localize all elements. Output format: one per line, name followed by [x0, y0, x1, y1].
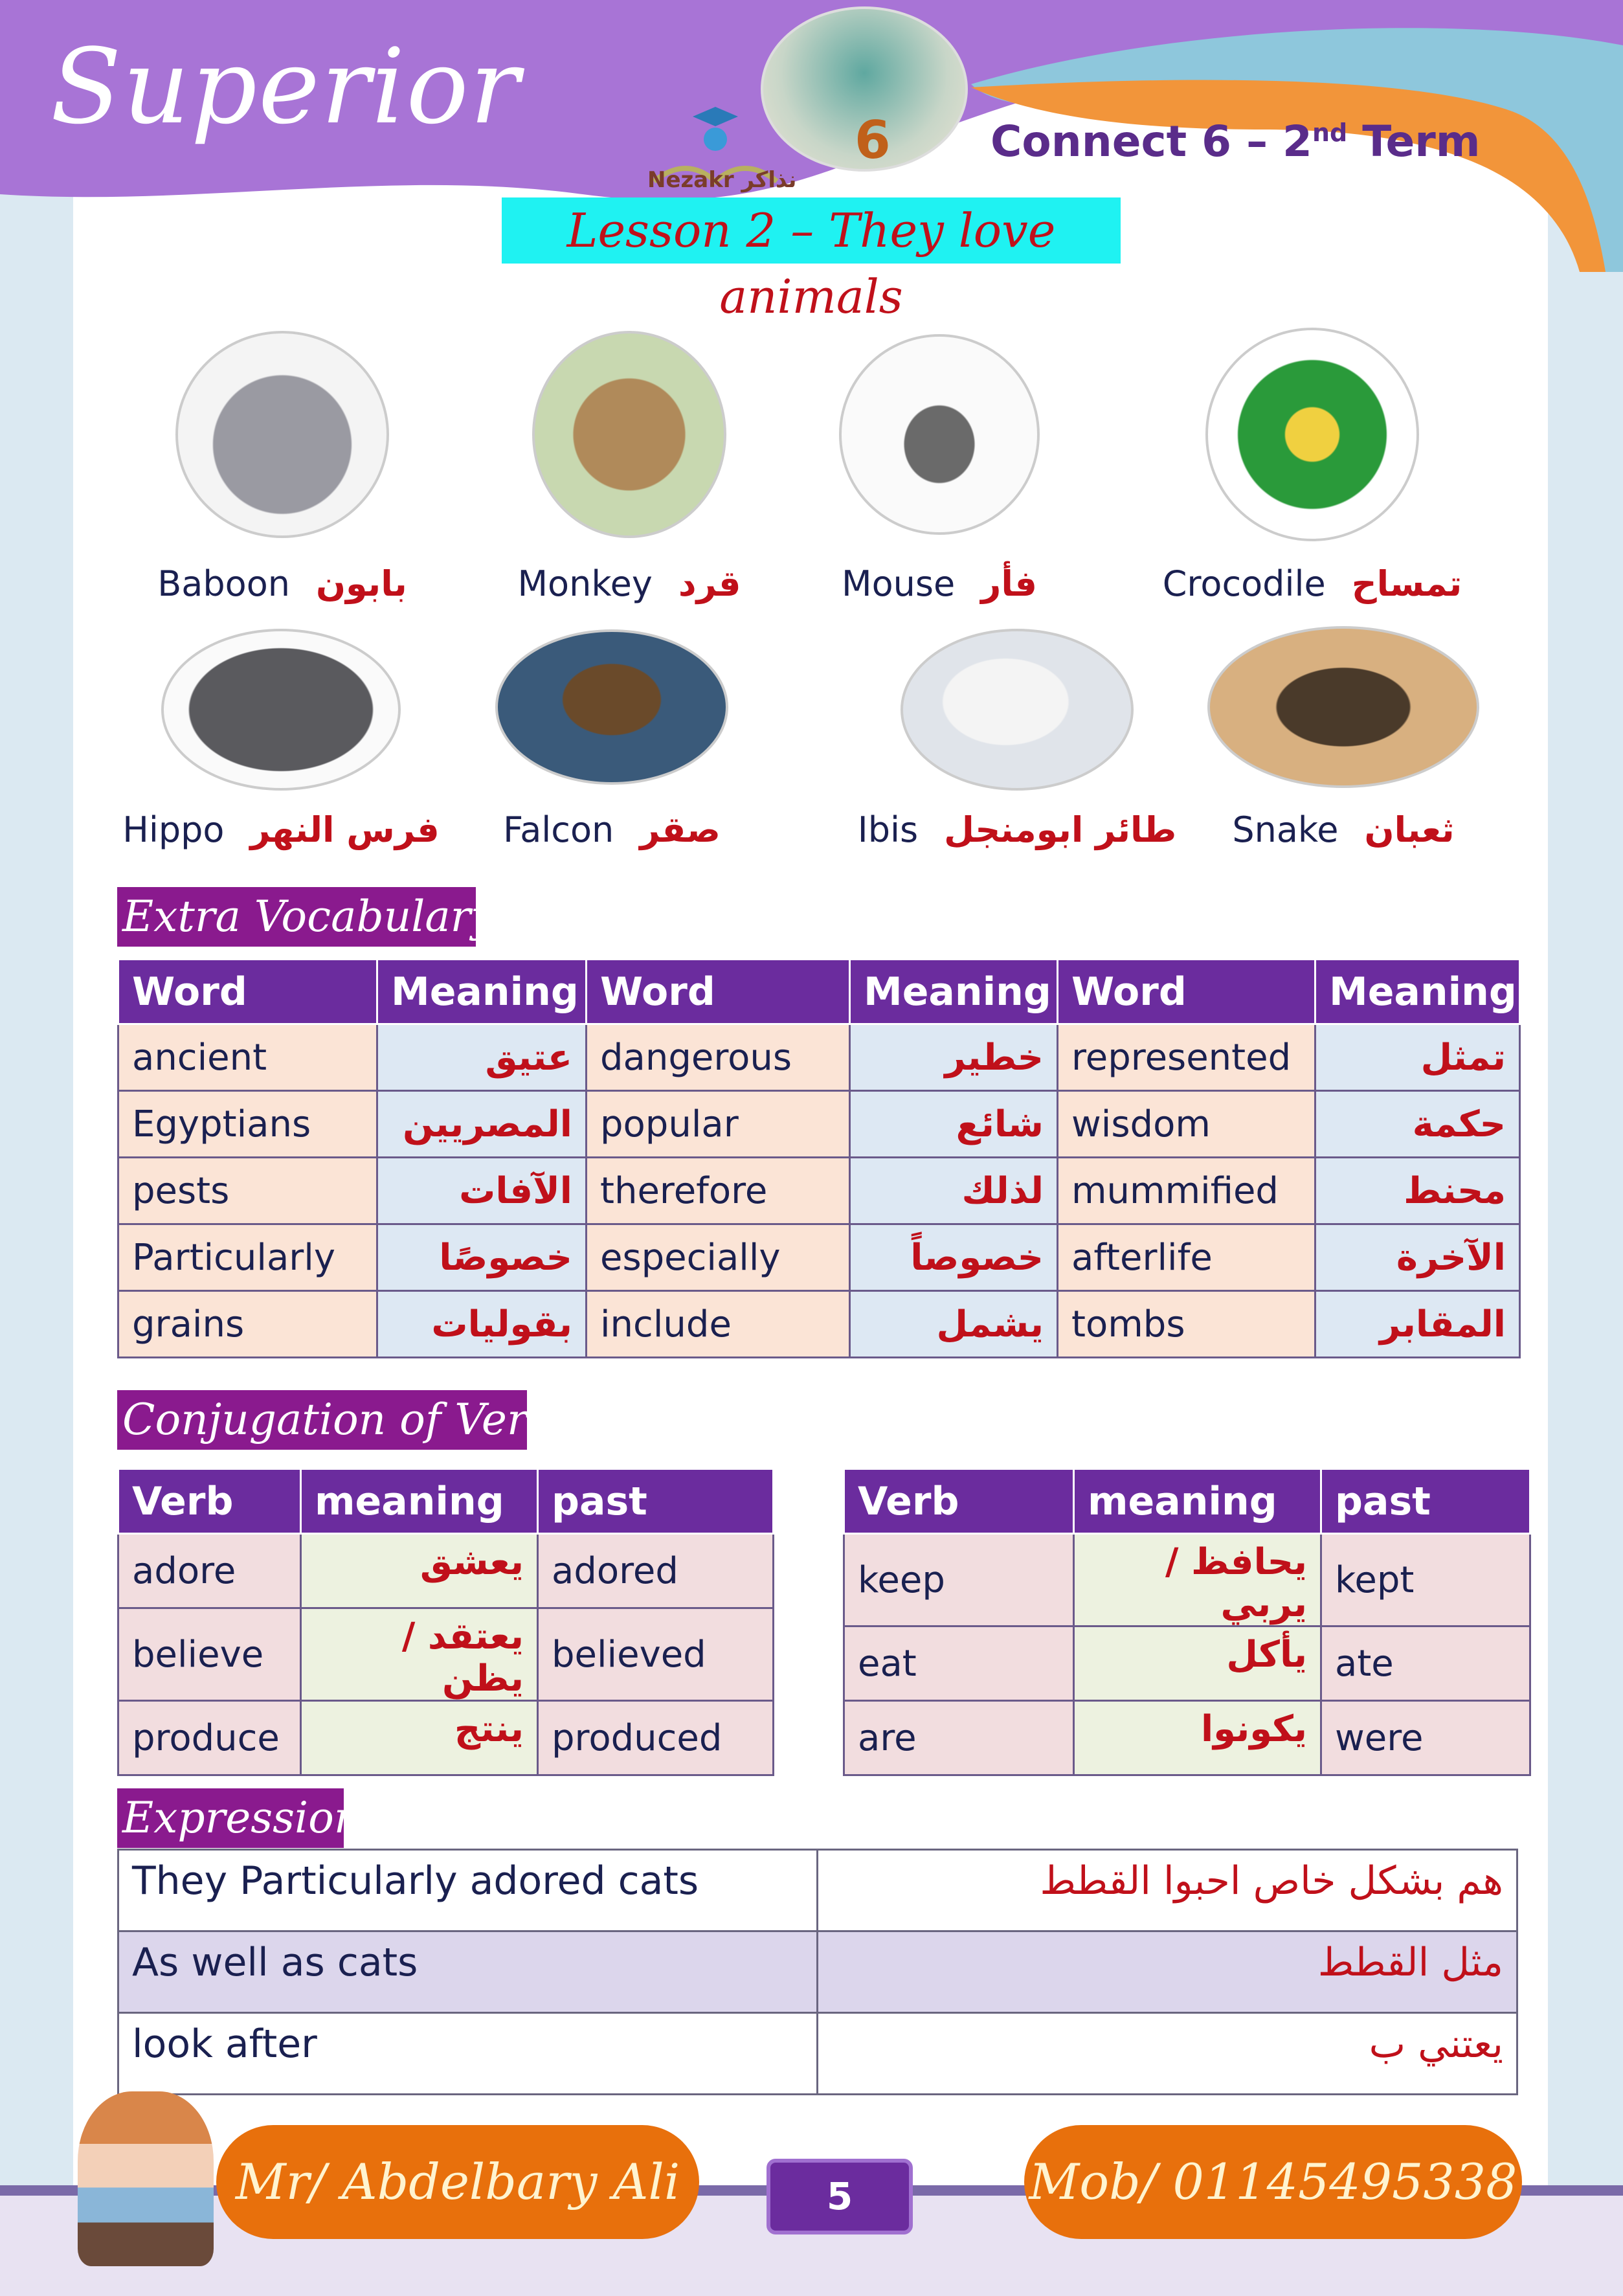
- animal-name-en: Monkey: [517, 563, 653, 604]
- meaning-cell: تمثل: [1315, 1024, 1520, 1091]
- meaning-cell: عتيق: [377, 1024, 587, 1091]
- baboon-image: [175, 331, 389, 538]
- meaning-cell: الآفات: [377, 1158, 587, 1224]
- animal-name-ar: طائر ابومنجل: [944, 809, 1177, 850]
- word-cell: represented: [1058, 1024, 1315, 1091]
- word-cell: popular: [587, 1091, 850, 1158]
- word-cell: Particularly: [118, 1224, 377, 1291]
- falcon-image: [495, 629, 728, 785]
- column-header: Word: [118, 960, 377, 1024]
- animal-label: [517, 563, 741, 604]
- table-row: [118, 2013, 1517, 2095]
- word-cell: Egyptians: [118, 1091, 377, 1158]
- meaning-cell: يحافظ / يربي: [1074, 1534, 1321, 1626]
- column-header: Meaning: [850, 960, 1058, 1024]
- word-cell: therefore: [587, 1158, 850, 1224]
- animal-name-en: Hippo: [122, 809, 225, 850]
- word-cell: mummified: [1058, 1158, 1315, 1224]
- meaning-cell: يكونوا: [1074, 1701, 1321, 1775]
- animal-label: [503, 809, 721, 850]
- column-header: past: [538, 1469, 774, 1534]
- column-header: Word: [1058, 960, 1315, 1024]
- expression-text: They Particularly adored cats: [118, 1850, 818, 1931]
- teacher-name: Mr/ Abdelbary Ali: [216, 2125, 699, 2239]
- table-row: [118, 1158, 1520, 1224]
- meaning-cell: يعتقد / يظن: [301, 1608, 538, 1701]
- table-row: [118, 1291, 1520, 1358]
- expression-meaning: مثل القطط: [818, 1931, 1517, 2013]
- meaning-cell: يأكل: [1074, 1626, 1321, 1701]
- animal-name-ar: تمساح: [1351, 563, 1462, 604]
- animal-name-ar: قرد: [678, 563, 741, 604]
- meaning-cell: بقوليات: [377, 1291, 587, 1358]
- animal-label: [842, 563, 1037, 604]
- meaning-cell: خطير: [850, 1024, 1058, 1091]
- animal-label: [157, 563, 407, 604]
- table-row: [118, 1091, 1520, 1158]
- expression-meaning: يعتني ب: [818, 2013, 1517, 2095]
- word-cell: especially: [587, 1224, 850, 1291]
- word-cell: include: [587, 1291, 850, 1358]
- table-row: [118, 1024, 1520, 1091]
- meaning-cell: محنط: [1315, 1158, 1520, 1224]
- meaning-cell: حكمة: [1315, 1091, 1520, 1158]
- meaning-cell: خصوصًا: [377, 1224, 587, 1291]
- mouse-image: [839, 334, 1040, 535]
- expression-text: As well as cats: [118, 1931, 818, 2013]
- brand-title: Superior: [50, 26, 521, 147]
- expression-meaning: هم بشكل خاص احبوا القطط: [818, 1850, 1517, 1931]
- page-number: 5: [767, 2159, 913, 2234]
- table-row: [844, 1701, 1530, 1775]
- animal-name-ar: ثعبان: [1364, 809, 1455, 850]
- word-cell: afterlife: [1058, 1224, 1315, 1291]
- table-row: [118, 1850, 1517, 1931]
- word-cell: ancient: [118, 1024, 377, 1091]
- course-title: [991, 117, 1481, 166]
- past-cell: kept: [1321, 1534, 1530, 1626]
- animal-name-ar: صقر: [640, 809, 721, 850]
- crocodile-image: [1205, 328, 1419, 541]
- verb-cell: are: [844, 1701, 1074, 1775]
- meaning-cell: المصريين: [377, 1091, 587, 1158]
- meaning-cell: شائع: [850, 1091, 1058, 1158]
- animal-label: [858, 809, 1176, 850]
- word-cell: dangerous: [587, 1024, 850, 1091]
- animal-label: [122, 809, 440, 850]
- table-row: [118, 1534, 774, 1608]
- word-cell: wisdom: [1058, 1091, 1315, 1158]
- girl-reading-illustration: [78, 2091, 214, 2266]
- conjugation-heading: Conjugation of Verbs: [117, 1390, 527, 1450]
- lesson-title: Lesson 2 – They love animals: [502, 197, 1121, 264]
- extra-vocabulary-heading: Extra Vocabulary:: [117, 887, 476, 947]
- word-cell: grains: [118, 1291, 377, 1358]
- word-cell: pests: [118, 1158, 377, 1224]
- meaning-cell: الآخرة: [1315, 1224, 1520, 1291]
- verbs-table-left: [117, 1468, 774, 1776]
- verb-cell: produce: [118, 1701, 301, 1775]
- vocabulary-table: [117, 958, 1521, 1358]
- verb-cell: adore: [118, 1534, 301, 1608]
- table-row: [118, 1608, 774, 1701]
- table-row: [844, 1534, 1530, 1626]
- past-cell: ate: [1321, 1626, 1530, 1701]
- column-header: meaning: [301, 1469, 538, 1534]
- table-row: [118, 1931, 1517, 2013]
- animal-name-ar: بابون: [315, 563, 407, 604]
- column-header: meaning: [1074, 1469, 1321, 1534]
- animal-name-ar: فرس النهر: [250, 809, 440, 850]
- expressions-heading: Expressions: [117, 1788, 344, 1848]
- past-cell: believed: [538, 1608, 774, 1701]
- column-header: Meaning: [377, 960, 587, 1024]
- column-header: Meaning: [1315, 960, 1520, 1024]
- expression-text: look after: [118, 2013, 818, 2095]
- animal-name-en: Crocodile: [1162, 563, 1326, 604]
- animal-name-en: Baboon: [157, 563, 290, 604]
- meaning-cell: المقابر: [1315, 1291, 1520, 1358]
- past-cell: produced: [538, 1701, 774, 1775]
- ibis-image: [901, 629, 1134, 791]
- expressions-table: [117, 1849, 1518, 2095]
- nezakr-watermark: Nezakr نذاكر: [647, 167, 797, 193]
- snake-image: [1207, 626, 1479, 788]
- column-header: Verb: [844, 1469, 1074, 1534]
- table-row: [118, 1701, 774, 1775]
- table-row: [844, 1626, 1530, 1701]
- column-header: past: [1321, 1469, 1530, 1534]
- meaning-cell: يشمل: [850, 1291, 1058, 1358]
- meaning-cell: يعشق: [301, 1534, 538, 1608]
- verbs-table-right: [843, 1468, 1531, 1776]
- logo-number: 6: [855, 110, 891, 170]
- column-header: Word: [587, 960, 850, 1024]
- animal-name-en: Ibis: [857, 809, 919, 850]
- monkey-image: [532, 331, 726, 538]
- table-row: [118, 1224, 1520, 1291]
- word-cell: tombs: [1058, 1291, 1315, 1358]
- meaning-cell: ينتج: [301, 1701, 538, 1775]
- animal-name-en: Mouse: [842, 563, 956, 604]
- hippo-image: [161, 629, 401, 791]
- verb-cell: keep: [844, 1534, 1074, 1626]
- animal-label: [1163, 563, 1462, 604]
- past-cell: were: [1321, 1701, 1530, 1775]
- course-name: Connect 6 – 2: [991, 117, 1312, 166]
- column-header: Verb: [118, 1469, 301, 1534]
- meaning-cell: لذلك: [850, 1158, 1058, 1224]
- course-sup: nd: [1312, 118, 1348, 147]
- verb-cell: eat: [844, 1626, 1074, 1701]
- animal-name-en: Falcon: [503, 809, 614, 850]
- animal-label: [1232, 809, 1454, 850]
- mobile-number: Mob/ 01145495338: [1024, 2125, 1522, 2239]
- past-cell: adored: [538, 1534, 774, 1608]
- meaning-cell: خصوصاً: [850, 1224, 1058, 1291]
- verb-cell: believe: [118, 1608, 301, 1701]
- animal-name-ar: فأر: [981, 563, 1037, 604]
- course-term: Term: [1347, 117, 1481, 166]
- animal-name-en: Snake: [1232, 809, 1339, 850]
